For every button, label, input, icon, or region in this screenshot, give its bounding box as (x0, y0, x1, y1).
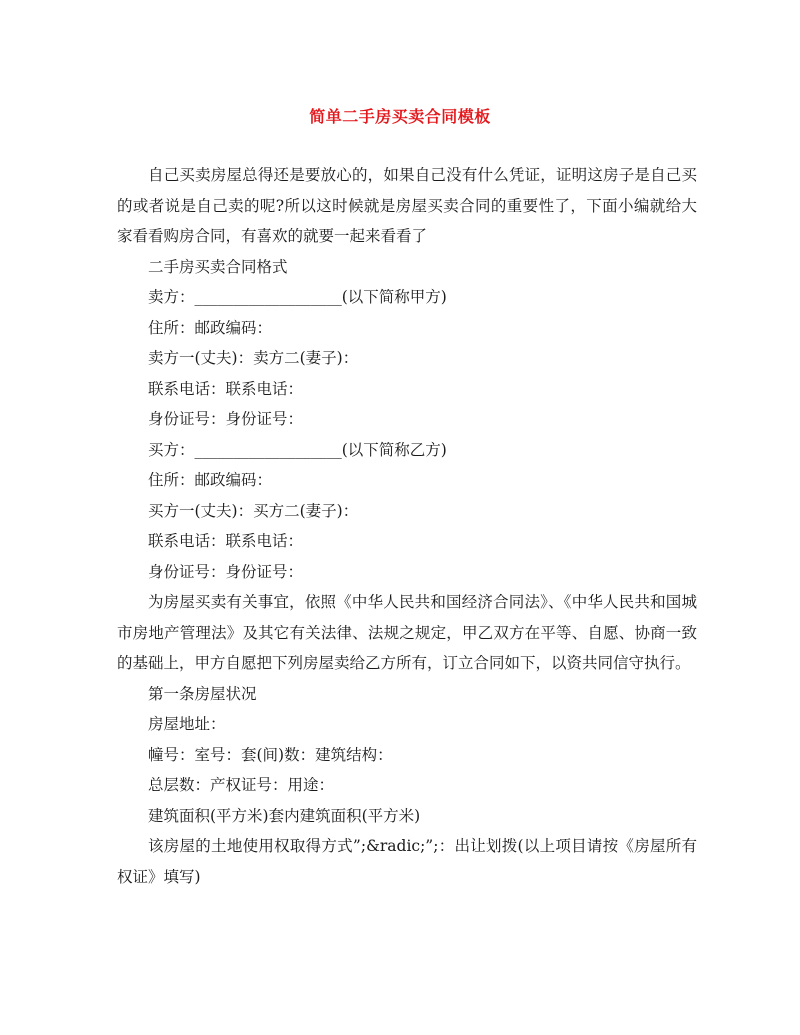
intro-paragraph: 自己买卖房屋总得还是要放心的，如果自己没有什么凭证，证明这房子是自己买的或者说是自己卖的呢?所以这时候就是房屋买卖合同的重要性了，下面小编就给大家看看购房合同，有喜欢的就要一起来看看了 (117, 166, 697, 245)
legal-basis-paragraph: 为房屋买卖有关事宜，依照《中华人民共和国经济合同法》、《中华人民共和国城市房地产管理法》及其它有关法律、法规之规定，甲乙双方在平等、自愿、协商一致的基础上，甲方自愿把下列房屋卖给乙方所有，订立合同如下，以资共同信守执行。 (117, 593, 697, 672)
section-heading-contract-format: 二手房买卖合同格式 (148, 257, 288, 276)
building-details-line: 幢号：室号：套(间)数：建筑结构： (148, 745, 393, 764)
seller-line: 卖方：___________________(以下简称甲方) (148, 288, 447, 306)
land-use-rights-paragraph: 该房屋的土地使用权取得方式”;&radic;”;：出让划拨(以上项目请按《房屋所有权证》填写) (117, 837, 697, 886)
property-address-line: 房屋地址： (148, 715, 226, 733)
seller-spouses-line: 卖方一(丈夫)：卖方二(妻子)： (148, 349, 359, 367)
buyer-spouses-line: 买方一(丈夫)：买方二(妻子)： (148, 501, 359, 520)
buyer-phone-line: 联系电话：联系电话： (148, 532, 304, 550)
floor-area-line: 建筑面积(平方米)套内建筑面积(平方米) (148, 806, 421, 825)
buyer-line: 买方：___________________(以下简称乙方) (148, 440, 447, 459)
document-title: 简单二手房买卖合同模板 (309, 107, 491, 126)
seller-phone-line: 联系电话：联系电话： (148, 379, 304, 398)
article-one-heading: 第一条房屋状况 (148, 684, 257, 703)
buyer-id-line: 身份证号：身份证号： (148, 562, 304, 581)
seller-id-line: 身份证号：身份证号： (148, 410, 304, 428)
floors-certificate-line: 总层数：产权证号：用途： (148, 776, 335, 794)
buyer-address-line: 住所：邮政编码： (148, 471, 273, 489)
document-body (117, 160, 697, 892)
seller-address-line: 住所：邮政编码： (148, 318, 273, 337)
